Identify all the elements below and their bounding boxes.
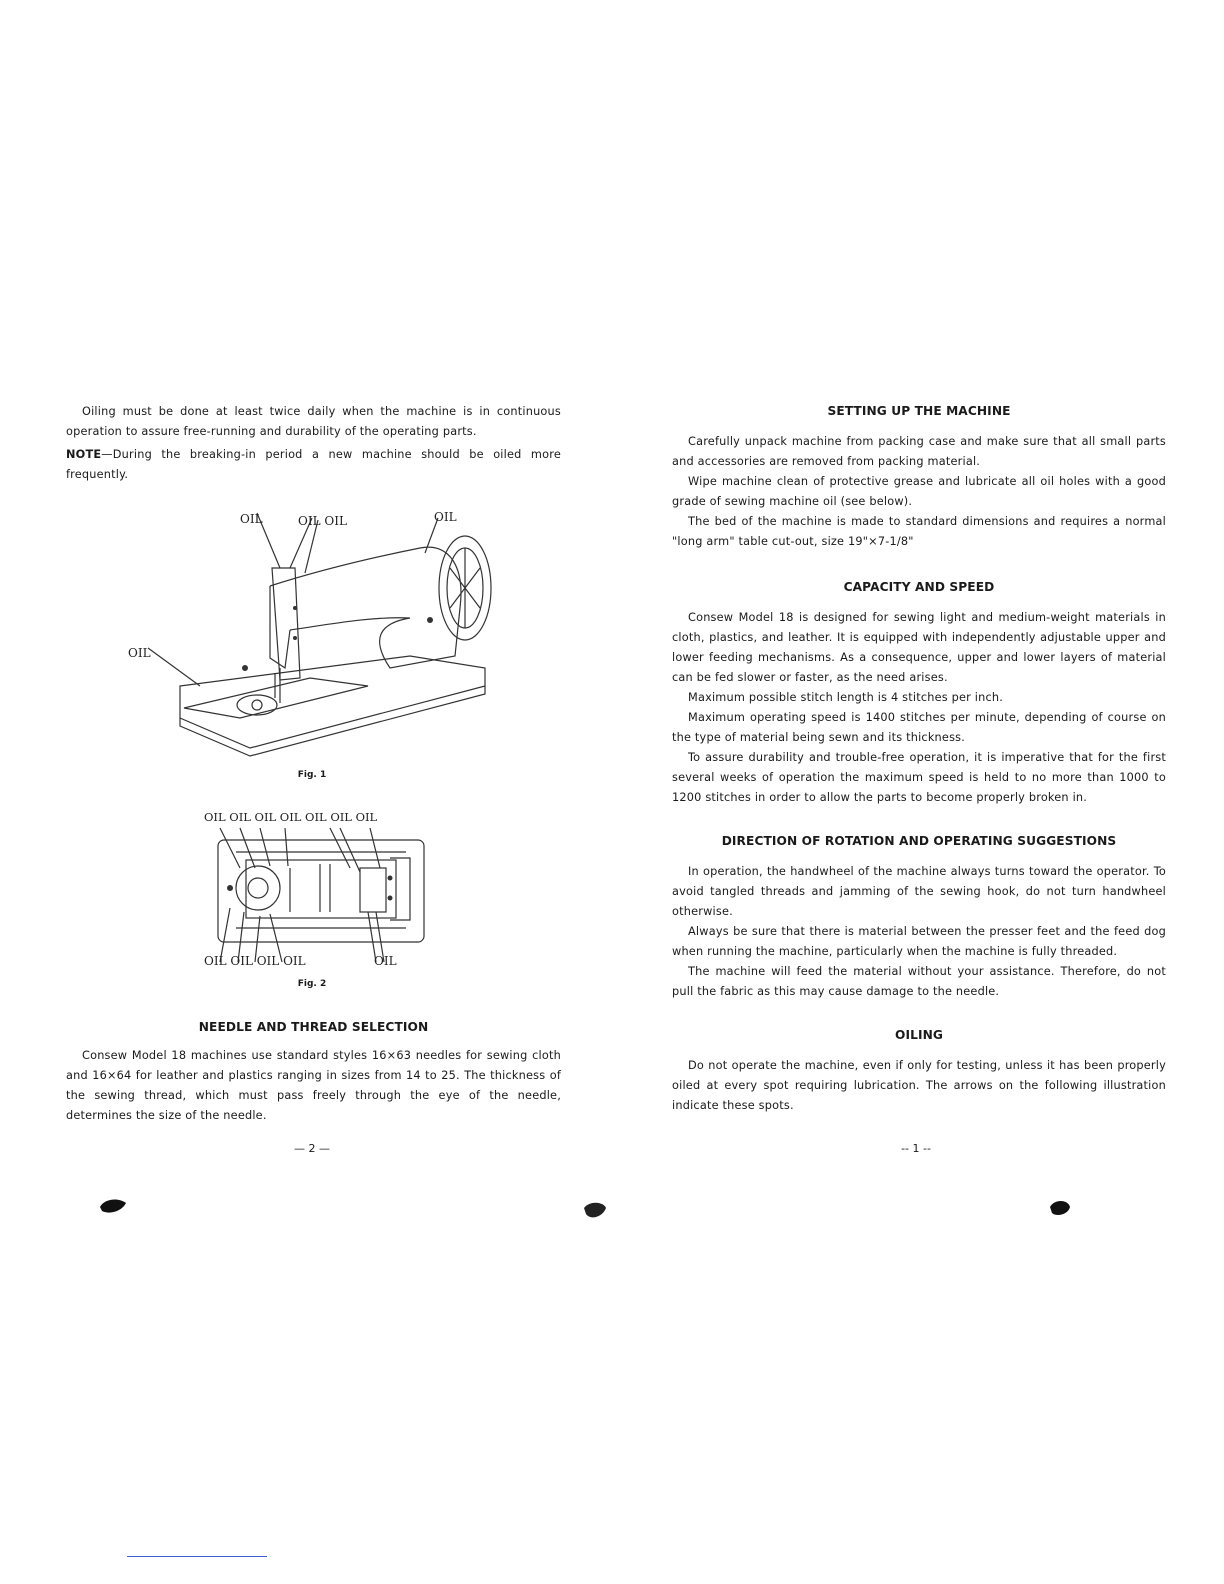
left-page-number: — 2 —: [294, 1142, 330, 1155]
capacity-paragraph-3: Maximum operating speed is 1400 stitches per minute, depending of course on the type of material being sewn and its thickness.: [672, 711, 1166, 744]
fig2-bottom-left-labels: OIL OIL OIL OIL: [204, 954, 306, 968]
fig2-bottom-right-label: OIL: [374, 954, 397, 968]
machine-underside-illustration: [200, 828, 440, 968]
oiling-heading: OILING: [895, 1028, 943, 1042]
setup-heading: SETTING UP THE MACHINE: [827, 404, 1011, 418]
scan-blot-right: [1048, 1199, 1072, 1219]
setup-paragraph-2: Wipe machine clean of protective grease and lubricate all oil holes with a good grade of sewing machine oil (see below).: [672, 475, 1166, 508]
bottom-underline: [127, 1556, 267, 1557]
left-page: [66, 402, 561, 485]
scan-blot-left: [98, 1197, 128, 1217]
rotation-paragraph-1: In operation, the handwheel of the machine always turns toward the operator. To avoid tangled threads and jamming of the sewing hook, do not turn handwheel otherwise.: [672, 865, 1166, 918]
figure-2-caption: Fig. 2: [297, 979, 327, 989]
setup-paragraph-1: Carefully unpack machine from packing case and make sure that all small parts and accessories are removed from packing material.: [672, 435, 1166, 468]
scan-blot-center: [582, 1200, 608, 1222]
fig1-oil-label-4: OIL: [128, 646, 151, 660]
fig1-oil-label-3: OIL: [434, 510, 457, 524]
needle-section-heading: NEEDLE AND THREAD SELECTION: [198, 1020, 429, 1034]
setup-paragraph-3: The bed of the machine is made to standard dimensions and requires a normal "long arm" table cut-out, size 19"×7-1/8": [672, 515, 1166, 548]
rotation-heading: DIRECTION OF ROTATION AND OPERATING SUGGESTIONS: [721, 834, 1117, 848]
figure-1-caption: Fig. 1: [297, 770, 327, 780]
sewing-machine-illustration: [120, 508, 520, 768]
right-page: [672, 404, 1166, 1116]
note-label: NOTE: [66, 448, 102, 461]
capacity-heading: CAPACITY AND SPEED: [843, 580, 995, 594]
fig2-top-labels: OIL OIL OIL OIL OIL OIL OIL: [204, 810, 378, 824]
capacity-paragraph-4: To assure durability and trouble-free operation, it is imperative that for the first several weeks of operation the maximum speed is held to no more than 1000 to 1200 stitches in order to allow the parts to become properly broken in.: [672, 751, 1166, 804]
oiling-paragraph: Do not operate the machine, even if only for testing, unless it has been properly oiled at every spot requiring lubrication. The arrows on the following illustration indicate these spots.: [672, 1059, 1166, 1112]
needle-section: [66, 1020, 561, 1126]
capacity-paragraph-1: Consew Model 18 is designed for sewing light and medium-weight materials in cloth, plastics, and leather. It is equipped with independently adjustable upper and lower feeding mechanisms. As a consequence, upper and lower layers of material can be fed slower or faster, as the need arises.: [672, 611, 1166, 684]
right-page-number: -- 1 --: [901, 1142, 931, 1155]
needle-section-paragraph: Consew Model 18 machines use standard styles 16×63 needles for sewing cloth and 16×64 for leather and plastics ranging in sizes from 14 to 25. The thickness of the sewing thread, which must pass freely through the eye of the needle, determines the size of the needle.: [66, 1049, 561, 1122]
note-paragraph: [66, 445, 561, 485]
capacity-paragraph-2: Maximum possible stitch length is 4 stitches per inch.: [688, 691, 1004, 704]
note-text: —During the breaking-in period a new machine should be oiled more frequently.: [66, 448, 561, 481]
fig1-oil-label-1: OIL: [240, 512, 263, 526]
oiling-frequency-paragraph: Oiling must be done at least twice daily when the machine is in continuous operation to assure free-running and durability of the operating parts.: [66, 405, 561, 438]
figure-2: [200, 808, 440, 974]
rotation-paragraph-2: Always be sure that there is material between the presser feet and the feed dog when running the machine, particularly when the machine is fully threaded.: [672, 925, 1166, 958]
fig1-oil-label-2: OIL OIL: [298, 514, 347, 528]
rotation-paragraph-3: The machine will feed the material without your assistance. Therefore, do not pull the fabric as this may cause damage to the needle.: [672, 965, 1166, 998]
figure-1: [120, 508, 520, 778]
